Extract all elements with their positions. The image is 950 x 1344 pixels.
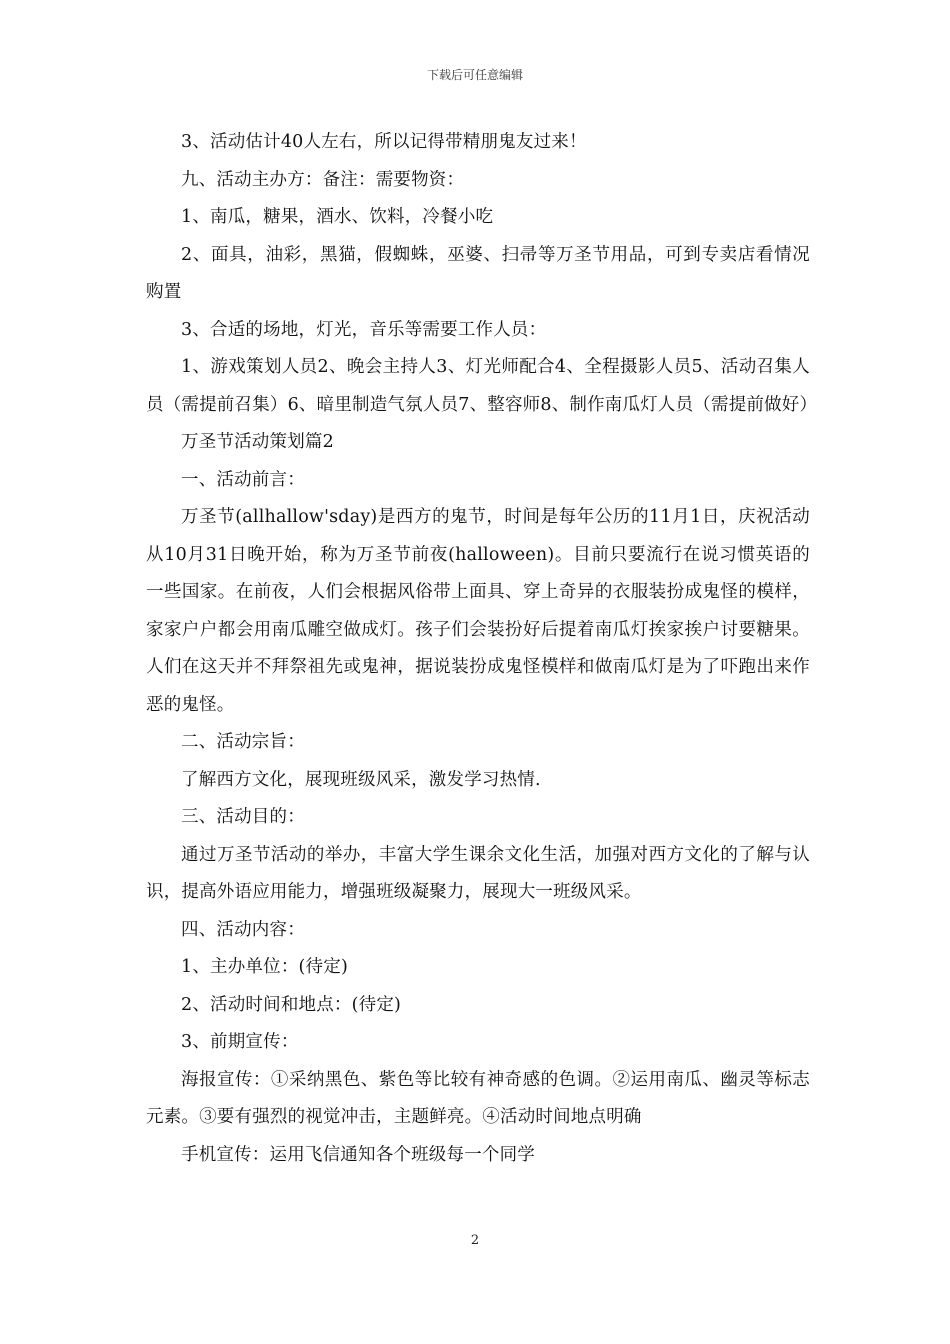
section-heading: 三、活动目的： — [181, 807, 305, 827]
paragraph: 3、前期宣传： — [181, 1032, 299, 1052]
document-body — [146, 124, 818, 1174]
page-number: 2 — [470, 1233, 480, 1248]
paragraph: 3、合适的场地，灯光，音乐等需要工作人员： — [181, 319, 547, 340]
paragraph: 2、面具，油彩，黑猫，假蜘蛛，巫婆、扫帚等万圣节用品，可到专卖店看情况购置 — [146, 244, 810, 302]
section-title: 万圣节活动策划篇2 — [181, 432, 334, 452]
section-heading: 一、活动前言： — [181, 469, 305, 490]
paragraph: 3、活动估计40人左右，所以记得带精朋鬼友过来！ — [181, 132, 587, 152]
paragraph: 九、活动主办方：备注：需要物资： — [181, 169, 465, 190]
paragraph: 手机宣传：运用飞信通知各个班级每一个同学 — [181, 1144, 535, 1165]
paragraph: 海报宣传：①采纳黑色、紫色等比较有神奇感的色调。②运用南瓜、幽灵等标志元素。③要有强烈的视觉冲击，主题鲜亮。④活动时间地点明确 — [146, 1069, 810, 1127]
paragraph: 1、主办单位：(待定) — [181, 957, 348, 977]
page-header: 下载后可任意编辑 — [426, 68, 523, 82]
paragraph: 1、游戏策划人员2、晚会主持人3、灯光师配合4、全程摄影人员5、活动召集人员（需提前召集）6、暗里制造气氛人员7、整容师8、制作南瓜灯人员（需提前做好） — [146, 357, 818, 415]
paragraph: 万圣节(allhallow'sday)是西方的鬼节，时间是每年公历的11月1日，庆祝活动从10月31日晚开始，称为万圣节前夜(halloween)。目前只要流行在说习惯英语的一些国家。在前夜，人们会根据风俗带上面具、穿上奇异的衣服装扮成鬼怪的模样，家家户户都会用南瓜雕空做成灯。孩子们会装扮好后提着南瓜灯挨家挨户讨要糖果。人们在这天并不拜祭祖先或鬼神，据说装扮成鬼怪模样和做南瓜灯是为了吓跑出来作恶的鬼怪。 — [146, 507, 810, 715]
section-heading: 四、活动内容： — [181, 919, 305, 940]
paragraph: 2、活动时间和地点：(待定) — [181, 994, 402, 1015]
section-heading: 二、活动宗旨： — [181, 732, 305, 752]
paragraph: 1、南瓜，糖果，酒水、饮料，冷餐小吃 — [181, 207, 494, 227]
paragraph: 了解西方文化，展现班级风采，激发学习热情. — [181, 769, 541, 790]
paragraph: 通过万圣节活动的举办，丰富大学生课余文化生活，加强对西方文化的了解与认识，提高外语应用能力，增强班级凝聚力，展现大一班级风采。 — [146, 844, 810, 902]
